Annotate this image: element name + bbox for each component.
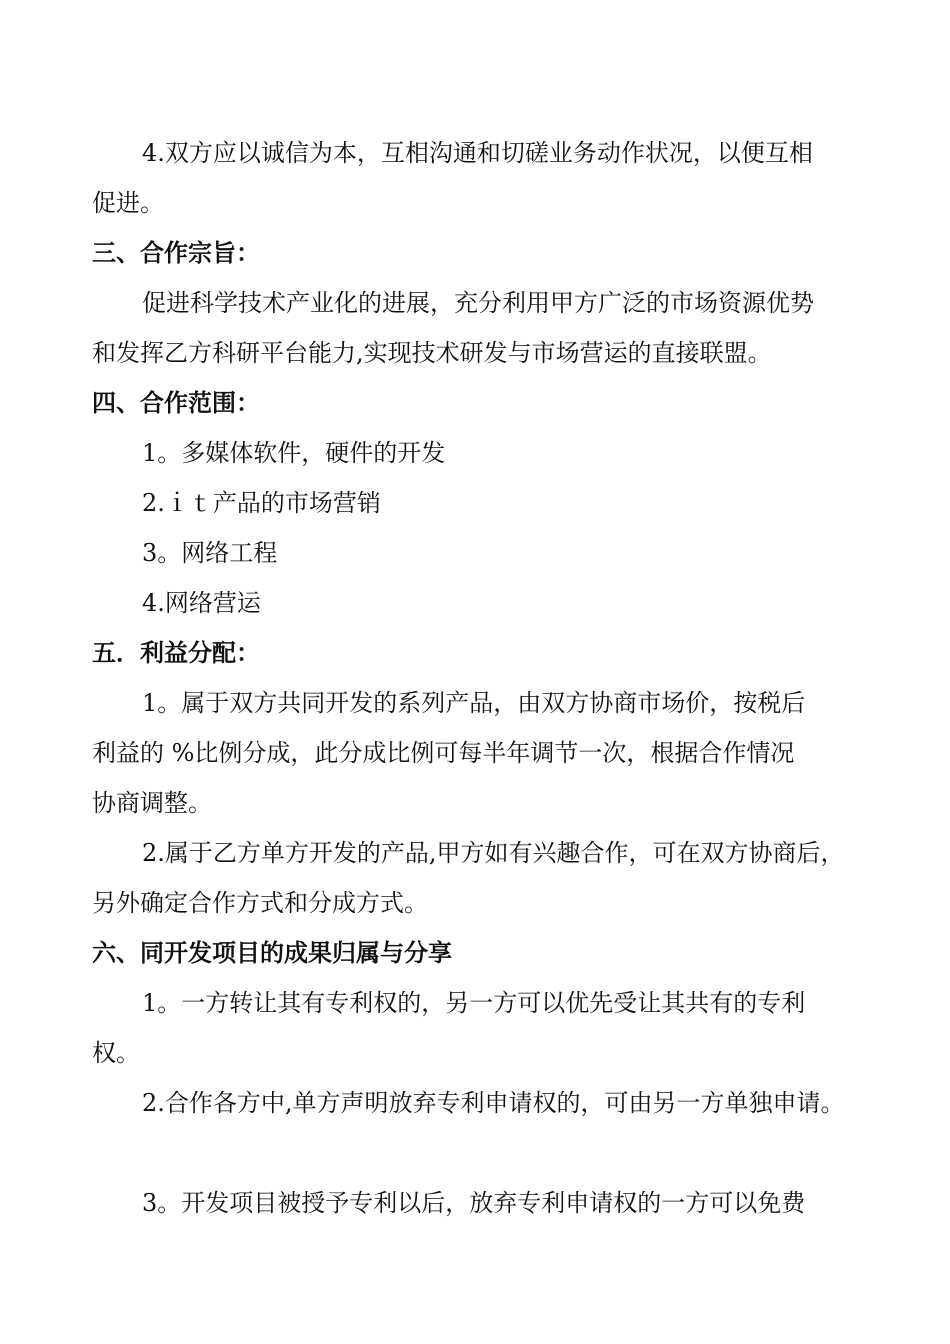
paragraph-line: 4.双方应以诚信为本，互相沟通和切磋业务动作状况，以便互相 (142, 139, 813, 167)
list-item: 3。网络工程 (142, 539, 278, 567)
paragraph-line: 2.合作各方中,单方声明放弃专利申请权的，可由另一方单独申请。 (142, 1089, 845, 1117)
paragraph-line: 利益的 %比例分成，此分成比例可每半年调节一次，根据合作情况 (92, 739, 795, 767)
section-heading-4: 四、合作范围： (92, 388, 260, 417)
list-item: 2.ｉｔ产品的市场营销 (142, 489, 381, 517)
paragraph-line: 协商调整。 (92, 789, 212, 817)
paragraph-line: 权。 (92, 1039, 140, 1067)
paragraph-line: 2.属于乙方单方开发的产品,甲方如有兴趣合作，可在双方协商后， (142, 839, 845, 867)
section-heading-3: 三、合作宗旨： (92, 238, 260, 267)
paragraph-line: 和发挥乙方科研平台能力,实现技术研发与市场营运的直接联盟。 (92, 339, 772, 367)
document-page (92, 128, 862, 1228)
paragraph-line: 3。开发项目被授予专利以后，放弃专利申请权的一方可以免费 (142, 1189, 806, 1217)
list-item: 4.网络营运 (142, 589, 261, 617)
paragraph-line: 促进。 (92, 189, 164, 217)
blank-line (92, 1128, 862, 1178)
section-heading-6: 六、同开发项目的成果归属与分享 (92, 938, 452, 967)
paragraph-line: 促进科学技术产业化的进展，充分利用甲方广泛的市场资源优势 (142, 289, 814, 317)
section-heading-5: 五．利益分配： (92, 638, 260, 667)
paragraph-line: 1。属于双方共同开发的系列产品，由双方协商市场价，按税后 (142, 689, 806, 717)
paragraph-line: 另外确定合作方式和分成方式。 (92, 889, 428, 917)
list-item: 1。多媒体软件，硬件的开发 (142, 439, 446, 467)
paragraph-line: 1。一方转让其有专利权的，另一方可以优先受让其共有的专利 (142, 989, 806, 1017)
